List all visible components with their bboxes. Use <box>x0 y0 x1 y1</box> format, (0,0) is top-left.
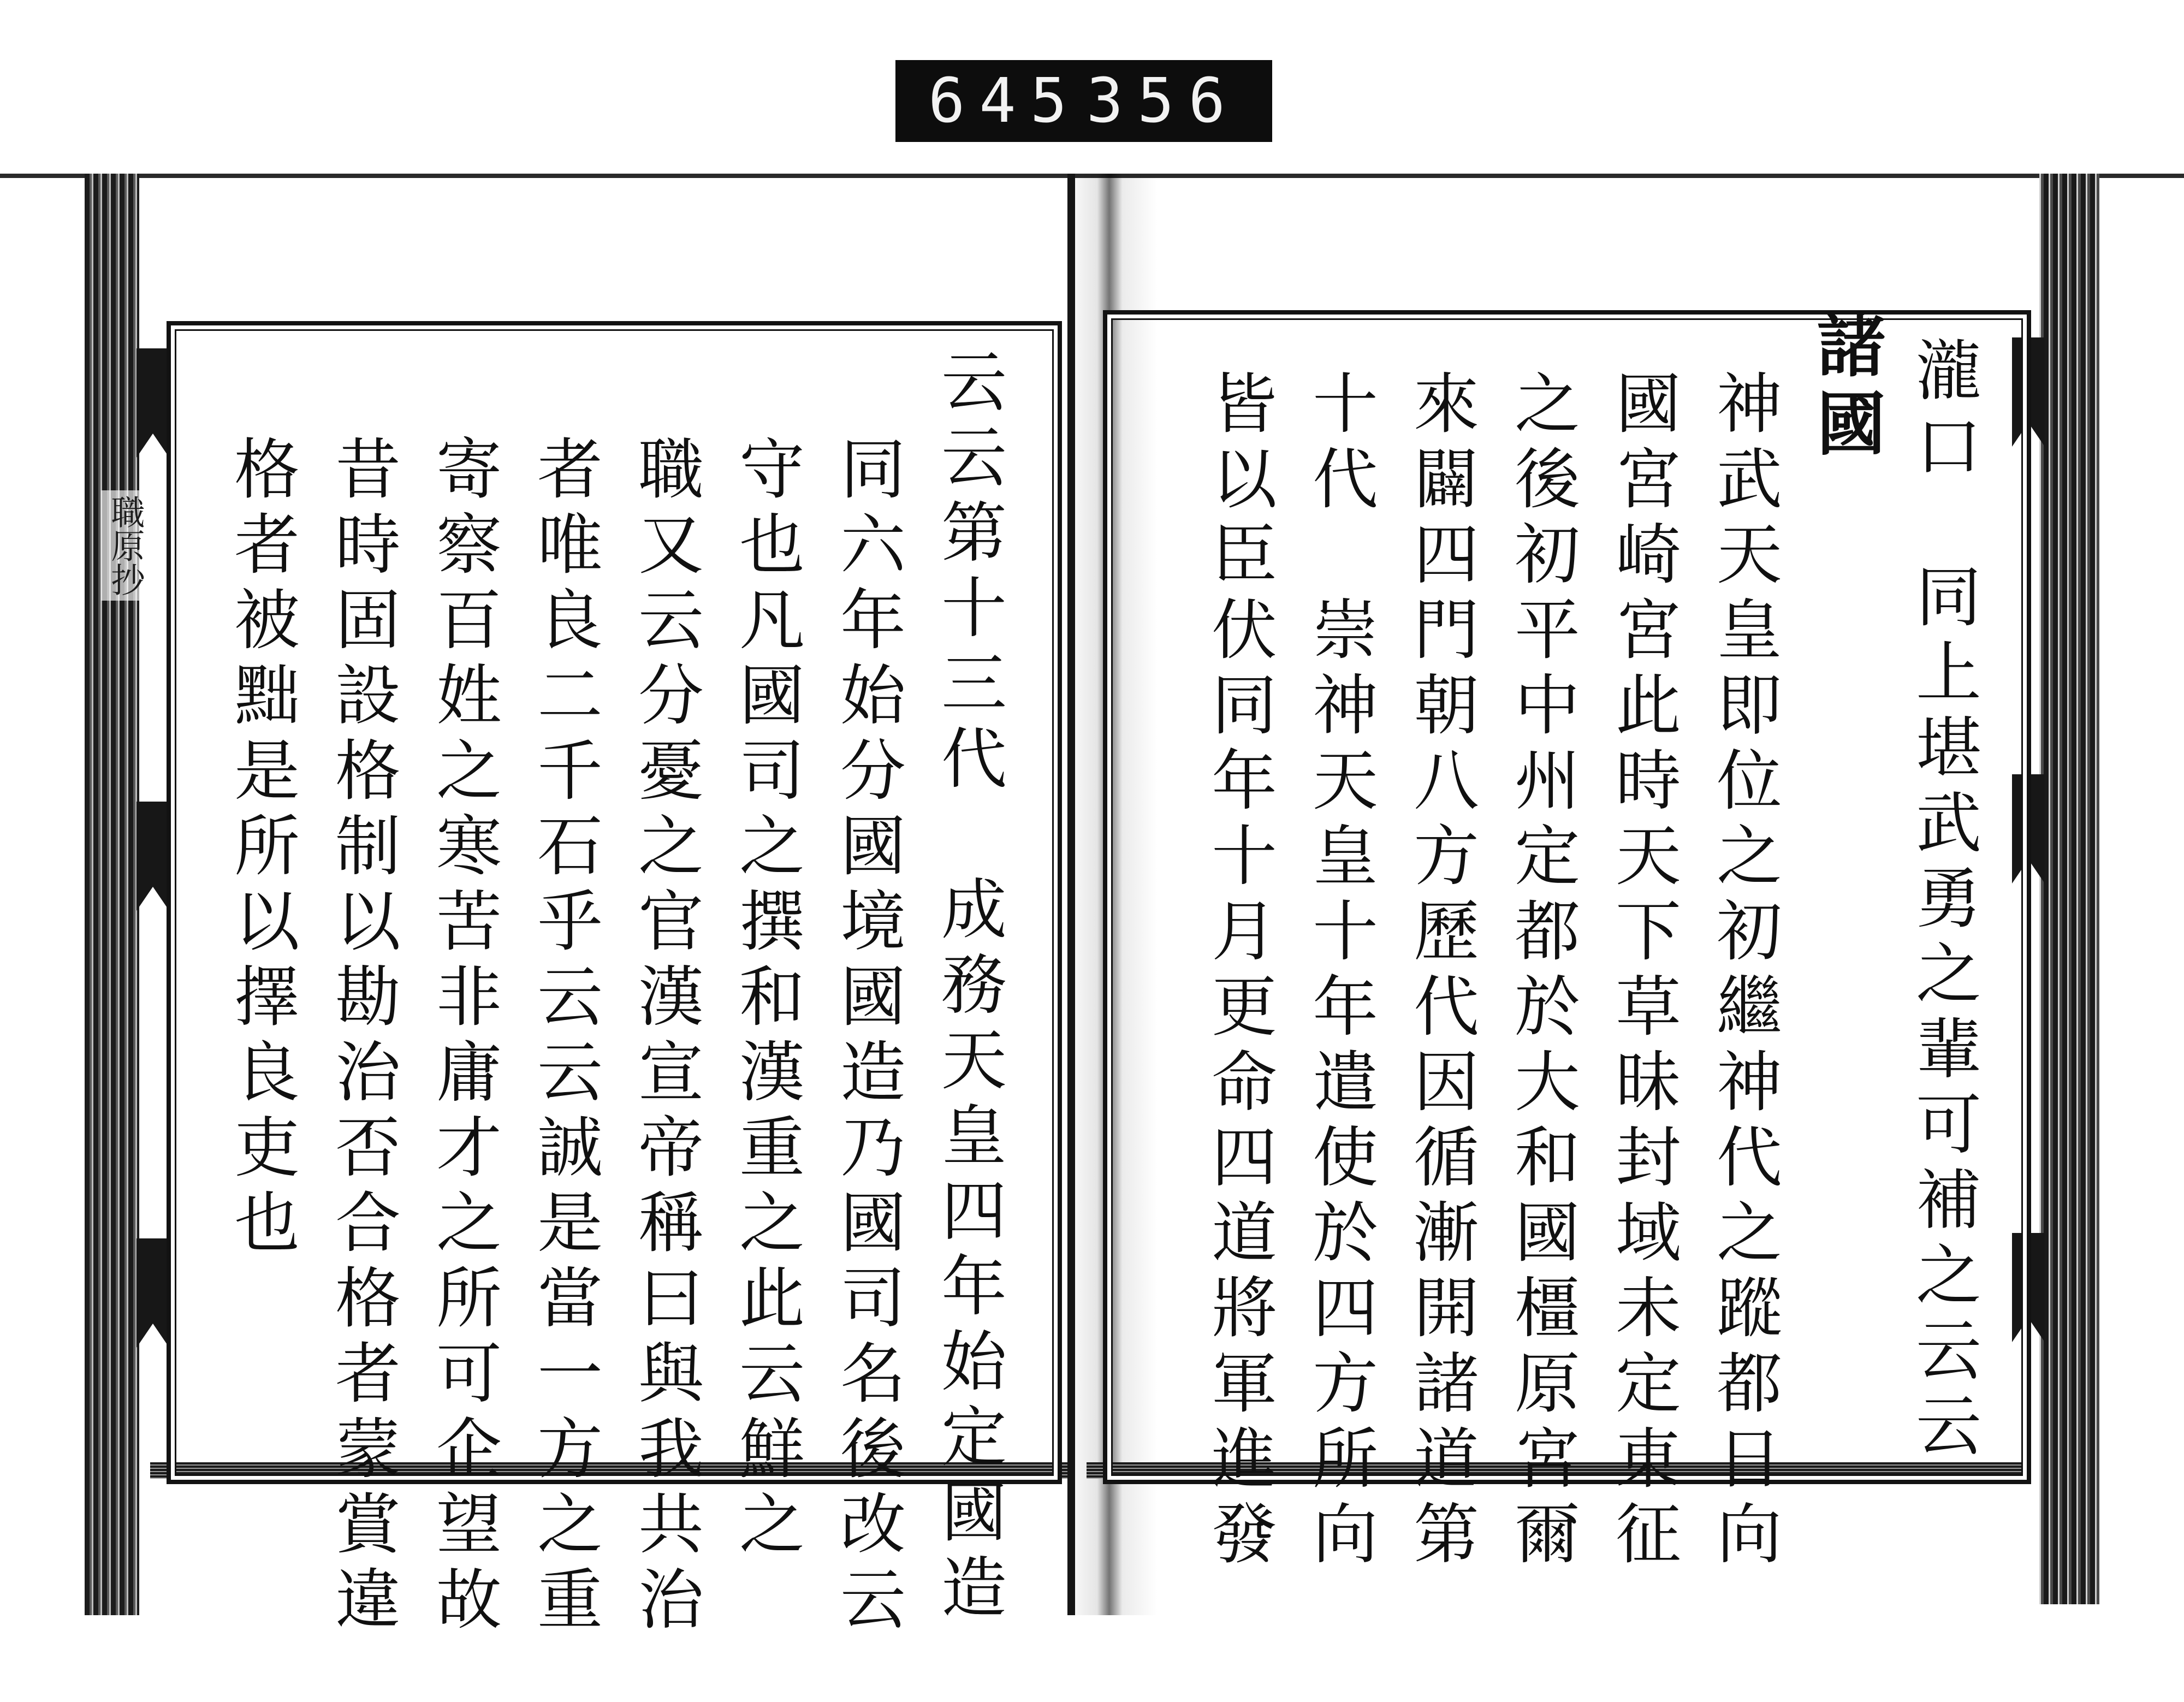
fishtail-ornament-left-top <box>136 348 169 458</box>
left-page-edges <box>85 174 139 1615</box>
left-col-5: 者唯良二千石乎云云誠是當一方之重 <box>526 435 602 1640</box>
left-col-6: 寄察百姓之寒苦非庸才之所可企望故 <box>425 435 501 1640</box>
fishtail-ornament-left-bottom <box>136 1238 169 1348</box>
left-col-3: 守也凡國司之撰和漢重之此云鮮之 <box>728 435 804 1565</box>
reel-frame-label <box>895 60 1272 142</box>
right-col-1: 瀧口 同上堪武勇之輩可補之云云 <box>1905 336 1981 1467</box>
fishtail-ornament-left-middle <box>136 802 169 911</box>
left-col-8: 格者被黜是所以擇良吏也 <box>223 435 299 1264</box>
right-heading-shokoku: 諸國 <box>1806 309 1886 466</box>
right-col-8: 皆以臣伏同年十月更命四道將軍進發 <box>1201 369 1277 1575</box>
right-col-6: 來闢四門朝八方歷代因循漸開諸道第 <box>1403 369 1479 1575</box>
right-page-edges <box>2039 174 2099 1604</box>
left-page <box>167 321 1062 1640</box>
reel-number: 645 <box>928 66 1082 137</box>
open-book <box>85 174 2099 1640</box>
right-col-5: 之後初平中州定都於大和國橿原宮爾 <box>1504 369 1580 1575</box>
frame-number: 356 <box>1086 66 1239 137</box>
right-page <box>1103 309 2031 1575</box>
right-col-7: 十代 崇神天皇十年遣使於四方所向 <box>1302 369 1378 1575</box>
margin-title: 職原抄 <box>101 490 150 601</box>
left-col-2: 同六年始分國境國造乃國司名後改云 <box>829 435 905 1640</box>
gutter-line <box>1067 174 1075 1615</box>
right-col-3: 神武天皇即位之初繼神代之蹤都日向 <box>1706 369 1782 1575</box>
left-col-7: 昔時固設格制以勘治否合格者蒙賞違 <box>324 435 400 1640</box>
left-col-1: 云云第十三代 成務天皇四年始定國造 <box>930 347 1006 1628</box>
right-col-4: 國宮崎宮此時天下草昧封域未定東征 <box>1605 369 1681 1575</box>
left-col-4: 職又云分憂之官漢宣帝稱曰與我共治 <box>627 435 703 1640</box>
